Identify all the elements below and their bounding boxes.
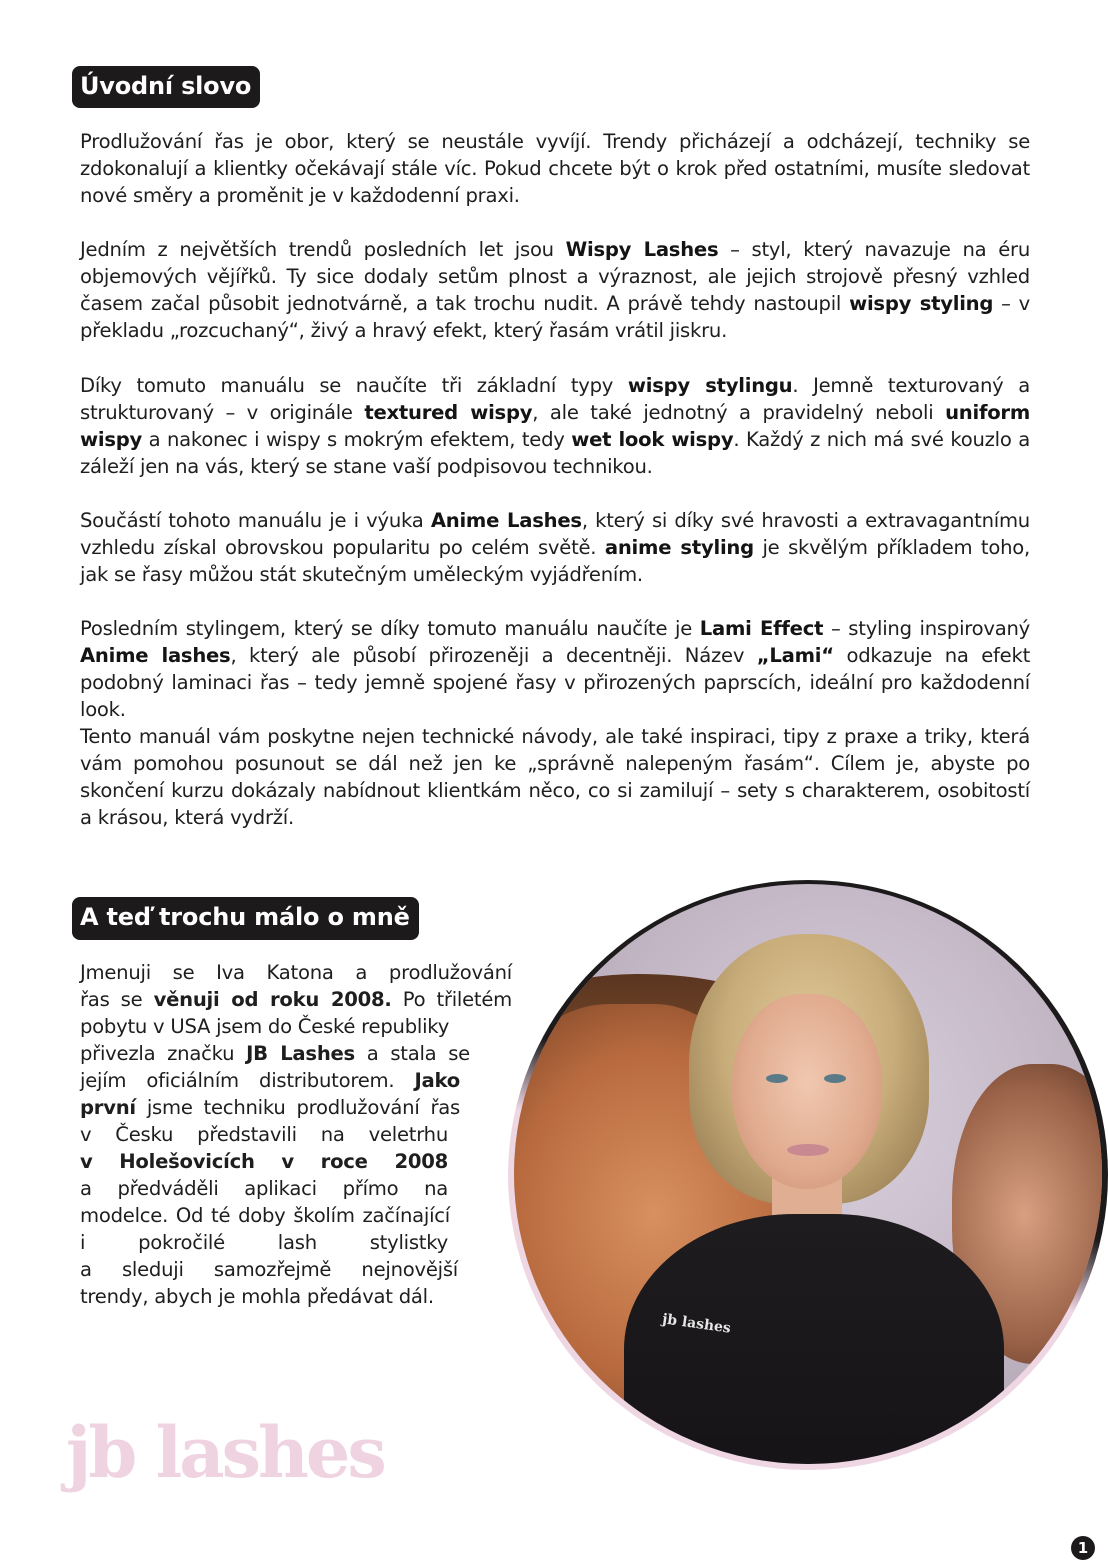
text-run: přivezla značku <box>80 1042 247 1065</box>
bio-line <box>80 1013 480 1040</box>
text-run: řas se <box>80 988 154 1011</box>
text-run: Díky tomuto manuálu se naučíte tři základní typy <box>80 374 628 397</box>
bold-text-run: uniform wispy <box>80 401 1031 451</box>
bold-text-run: v Holešovicích v roce 2008 <box>80 1150 448 1173</box>
text-run: trendy, abych je mohla předávat dál. <box>80 1285 434 1308</box>
bold-text-run: textured wispy <box>364 401 533 424</box>
bio-line <box>80 1094 460 1121</box>
text-run: , ale také jednotný a pravidelný neboli <box>532 401 946 424</box>
text-run: a nakonec i wispy s mokrým efektem, tedy <box>142 428 572 451</box>
text-run: a sleduji samozřejmě nejnovější <box>80 1258 458 1281</box>
text-run: i pokročilé lash stylistky <box>80 1231 448 1254</box>
bio-line <box>80 1121 448 1148</box>
bold-text-run: první <box>80 1096 136 1119</box>
text-run: odkazuje na efekt podobný laminaci řas – tedy jemně spojené řasy v přirozených paprscích, ideální pro každodenní look. <box>80 644 1031 721</box>
bio-line <box>80 1256 458 1283</box>
intro-paragraph <box>80 128 1030 209</box>
bold-text-run: Anime lashes <box>80 644 231 667</box>
bold-text-run: „Lami“ <box>756 644 834 667</box>
text-run: – styl, který navazuje na éru objemových vějířků. Ty sice dodaly setům plnost a výraznost, ale jejich strojově přesný vzhled časem začal působit jednotvárně, a tak trochu nudit. A právě tehdy nastoupil <box>80 238 1030 315</box>
intro-paragraph <box>80 236 1030 344</box>
bio-line <box>80 1202 450 1229</box>
about-bio-text <box>80 959 512 1310</box>
text-run: Jedním z největších trendů posledních let jsou <box>80 238 566 261</box>
text-run: , který ale působí přirozeněji a decentněji. Název <box>230 644 757 667</box>
text-run: . Jemně texturovaný a strukturovaný – v originále <box>80 374 1030 424</box>
intro-paragraph <box>80 372 1030 480</box>
text-run: jejím oficiálním distributorem. <box>80 1069 415 1092</box>
bold-text-run: Lami Effect <box>699 617 824 640</box>
text-run: – v překladu „rozcuchaný“, živý a hravý efekt, který řasám vrátil jiskru. <box>80 292 1030 342</box>
text-run: v Česku představili na veletrhu <box>80 1123 448 1146</box>
bio-line <box>80 1283 512 1310</box>
bio-line <box>80 1067 460 1094</box>
text-run: modelce. Od té doby školím začínající <box>80 1204 450 1227</box>
bold-text-run: Jako <box>414 1069 460 1092</box>
text-run: a předváděli aplikaci přímo na <box>80 1177 448 1200</box>
portrait-eye-left <box>766 1074 788 1083</box>
bio-line <box>80 1148 448 1175</box>
text-run: – styling inspirovaný <box>823 617 1030 640</box>
bold-text-run: JB Lashes <box>246 1042 355 1065</box>
text-run: . Každý z nich má své kouzlo a záleží jen na vás, který se stane vaší podpisovou technikou. <box>80 428 1030 478</box>
bold-text-run: věnuji od roku 2008. <box>153 988 392 1011</box>
text-run: Prodlužování řas je obor, který se neustále vyvíjí. Trendy přicházejí a odcházejí, techniky se zdokonalují a klientky očekávají stále víc. Pokud chcete být o krok před ostatními, musíte sledovat nové směry a proměnit je v každodenní praxi. <box>80 130 1030 207</box>
bold-text-run: wispy stylingu <box>627 374 793 397</box>
text-run: jsme techniku prodlužování řas <box>135 1096 460 1119</box>
text-run: a stala se <box>354 1042 470 1065</box>
uniform-logo-text: jb lashes <box>661 1311 732 1337</box>
portrait-black-uniform <box>624 1214 1004 1464</box>
text-run: Jmenuji se Iva Katona a prodlužování <box>80 961 512 984</box>
text-run: Tento manuál vám poskytne nejen technické návody, ale také inspiraci, tipy z praxe a triky, která vám pomohou posunout se dál než jen ke „správně nalepeným řasám“. Cílem je, abyste po skončení kurzu dokázaly nabídnout klientkám něco, co si zamilují – sety s charakterem, osobitostí a krásou, která vydrží. <box>80 725 1030 829</box>
bio-line <box>80 1175 448 1202</box>
bold-text-run: Anime Lashes <box>430 509 582 532</box>
text-run: Po třiletém <box>391 988 512 1011</box>
intro-paragraph <box>80 507 1030 588</box>
page-number-badge: 1 <box>1071 1536 1095 1560</box>
text-run: Součástí tohoto manuálu je i výuka <box>80 509 431 532</box>
portrait-eye-right <box>824 1074 846 1083</box>
text-run: je skvělým příkladem toho, jak se řasy můžou stát skutečným uměleckým vyjádřením. <box>80 536 1030 586</box>
text-run: Posledním stylingem, který se díky tomuto manuálu naučíte je <box>80 617 700 640</box>
intro-paragraph <box>80 615 1030 723</box>
bold-text-run: wispy styling <box>849 292 994 315</box>
portrait-face <box>732 994 882 1189</box>
portrait-lips <box>787 1144 829 1156</box>
author-portrait-photo <box>514 884 1102 1464</box>
bio-line <box>80 986 512 1013</box>
text-run: , který si díky své hravosti a extravagantnímu vzhledu získal obrovskou popularitu po celém světě. <box>80 509 1030 559</box>
bold-text-run: Wispy Lashes <box>565 238 719 261</box>
jb-lashes-brand-logo: jb lashes <box>66 1411 384 1494</box>
bold-text-run: wet look wispy <box>571 428 734 451</box>
text-run: pobytu v USA jsem do České republiky <box>80 1015 450 1038</box>
section-heading-intro: Úvodní slovo <box>72 66 260 108</box>
bio-line <box>80 959 512 986</box>
bio-line <box>80 1229 448 1256</box>
intro-paragraph <box>80 723 1030 831</box>
bio-line <box>80 1040 470 1067</box>
section-heading-about: A teď trochu málo o mně <box>72 897 419 940</box>
bold-text-run: anime styling <box>604 536 754 559</box>
